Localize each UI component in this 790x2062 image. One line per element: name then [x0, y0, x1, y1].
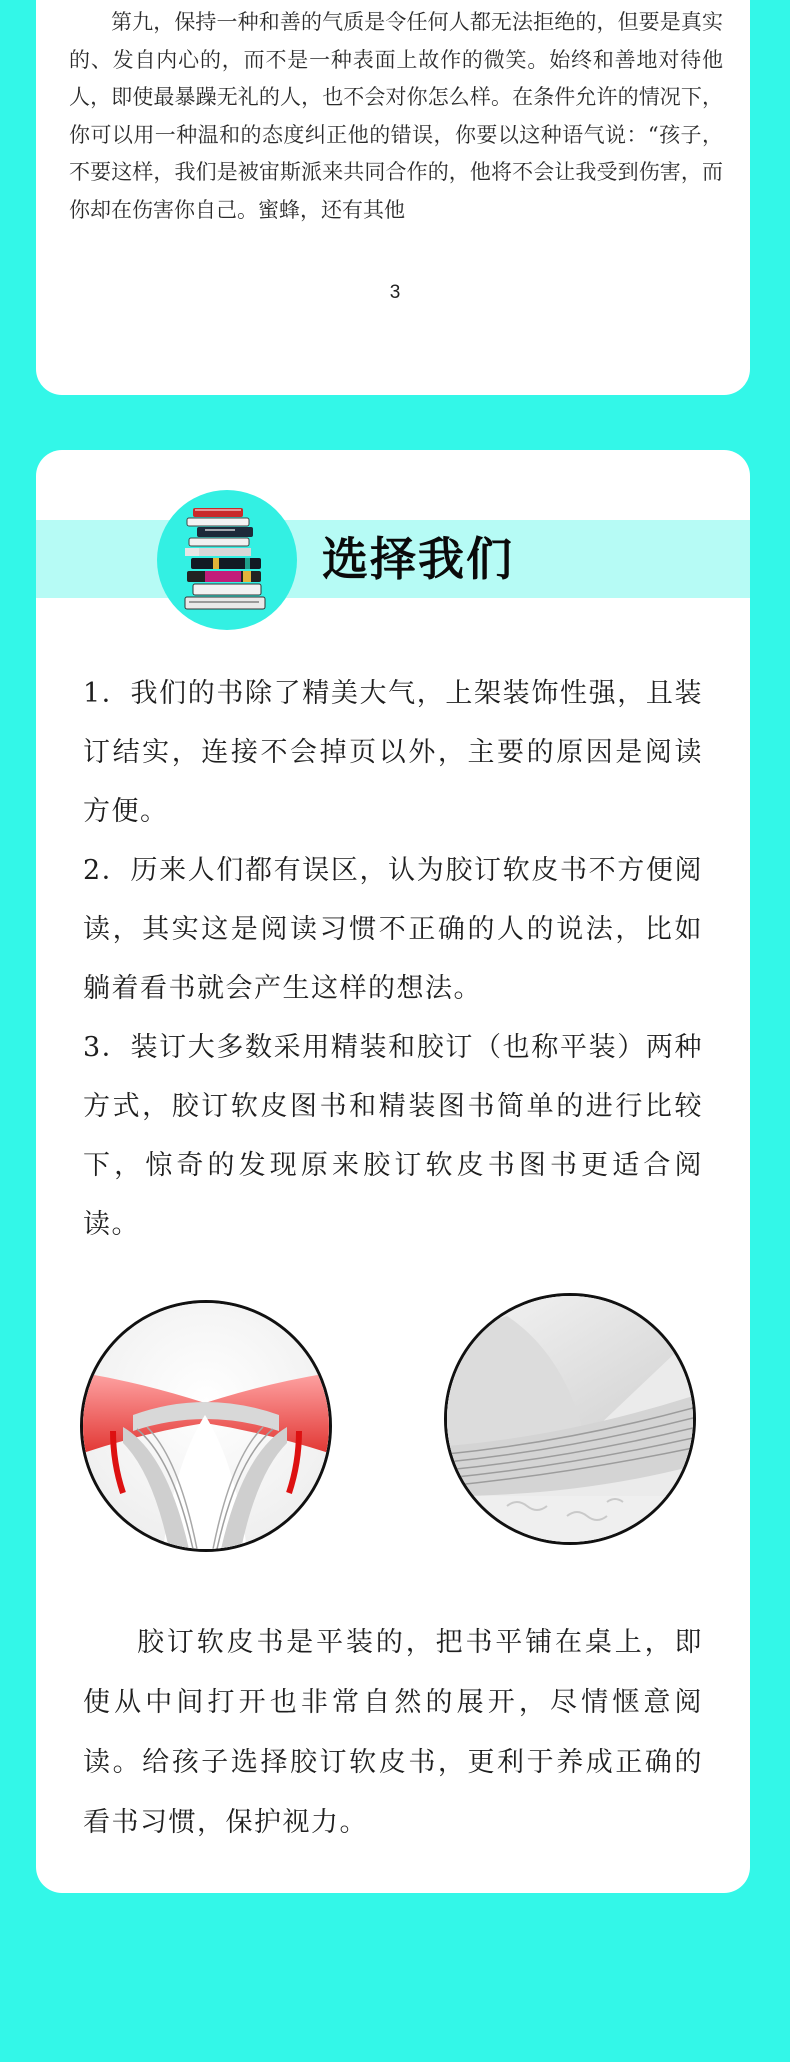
list-item: 1．我们的书除了精美大气，上架装饰性强，且装订结实，连接不会掉页以外，主要的原因是阅读方便。 — [83, 678, 703, 827]
stacked-books-icon — [183, 502, 273, 612]
closing-paragraph: 胶订软皮书是平装的，把书平铺在桌上，即使从中间打开也非常自然的展开，尽情惬意阅读。给孩子选择胶订软皮书，更利于养成正确的看书习惯，保护视力。 — [83, 1627, 703, 1838]
section-title: 选择我们 — [322, 532, 514, 586]
advantages-list — [83, 664, 703, 1254]
top-paragraph: 第九，保持一种和善的气质是令任何人都无法拒绝的，但要是真实的、发自内心的，而不是一种表面上故作的微笑。始终和善地对待他人，即使最暴躁无礼的人，也不会对你怎么样。在条件允许的情况下，你可以用一种温和的态度纠正他的错误，你要以这种语气说：“孩子，不要这样，我们是被宙斯派来共同合作的，他将不会让我受到伤害，而你却在伤害你自己。蜜蜂，还有其他 — [69, 10, 723, 222]
list-item: 3．装订大多数采用精装和胶订（也称平装）两种方式，胶订软皮图书和精装图书简单的进行比较下，惊奇的发现原来胶订软皮书图书更适合阅读。 — [83, 1032, 703, 1240]
hardcover-book-spine-photo — [80, 1300, 332, 1552]
paperback-book-open-photo — [444, 1293, 696, 1545]
list-item: 2．历来人们都有误区，认为胶订软皮书不方便阅读，其实这是阅读习惯不正确的人的说法，比如躺着看书就会产生这样的想法。 — [83, 855, 703, 1004]
page-number: 3 — [389, 282, 401, 303]
